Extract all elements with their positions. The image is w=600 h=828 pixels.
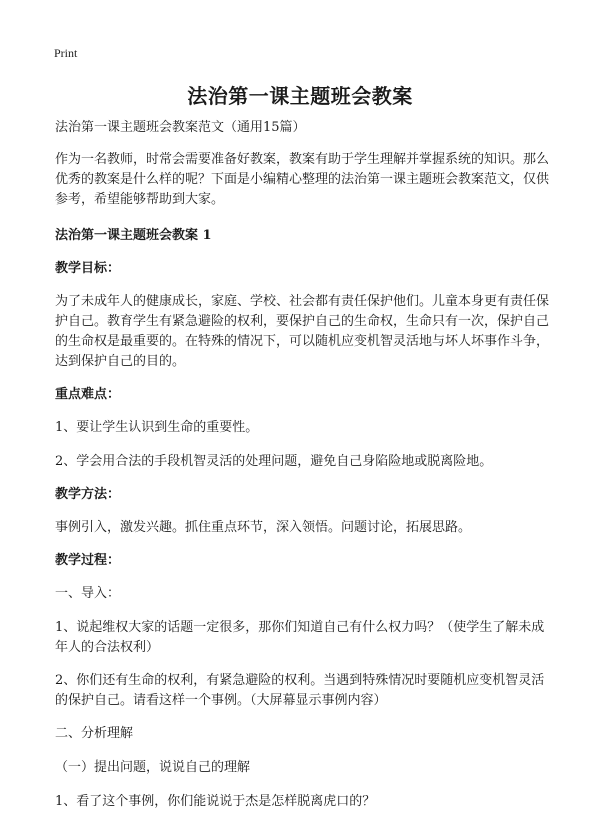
document-subtitle: 法治第一课主题班会教案范文（通用15篇）: [55, 120, 306, 135]
method-paragraph: 事例引入，激发兴趣。抓住重点环节，深入领悟。问题讨论，拓展思路。: [55, 520, 472, 535]
process-step: 二、分析理解: [55, 726, 134, 741]
difficulty-item: 2、学会用合法的手段机智灵活的处理问题，避免自己身陷险地或脱离险地。: [55, 454, 493, 469]
process-item: 1、看了这个事例，你们能说说于杰是怎样脱离虎口的？: [55, 794, 376, 809]
goal-paragraph: 为了未成年人的健康成长，家庭、学校、社会都有责任保护他们。儿童本身更有责任保护自己。教育学生有紧急避险的权利，要保护自己的生命权，生命只有一次，保护自己的生命权是最重要的。在特殊的情况下，可以随机应变机智灵活地与坏人坏事作斗争，达到保护自己的目的。: [55, 294, 550, 369]
method-heading: 教学方法：: [55, 487, 121, 502]
goal-heading: 教学目标：: [55, 261, 121, 276]
page-title: 法治第一课主题班会教案: [187, 84, 413, 108]
process-item: 1、说起维权大家的话题一定很多，那你们知道自己有什么权力吗？（使学生了解未成年人的合法权利）: [55, 620, 545, 655]
difficulty-item: 1、要让学生认识到生命的重要性。: [55, 420, 259, 435]
process-heading: 教学过程：: [55, 553, 121, 568]
process-step: 一、导入：: [55, 586, 121, 601]
process-substep: （一）提出问题，说说自己的理解: [55, 760, 251, 775]
print-label[interactable]: Print: [54, 46, 78, 60]
section-title: 法治第一课主题班会教案 1: [55, 228, 212, 243]
process-item: 2、你们还有生命的权利，有紧急避险的权利。当遇到特殊情况时要随机应变机智灵活的保护自己。请看这样一个事例。（大屏幕显示事例内容）: [55, 673, 545, 708]
intro-paragraph: 作为一名教师，时常会需要准备好教案，教案有助于学生理解并掌握系统的知识。那么优秀的教案是什么样的呢？下面是小编精心整理的法治第一课主题班会教案范文，仅供参考，希望能够帮助到大家。: [55, 152, 550, 207]
difficulty-heading: 重点难点：: [55, 387, 121, 402]
document-body: [55, 118, 555, 825]
